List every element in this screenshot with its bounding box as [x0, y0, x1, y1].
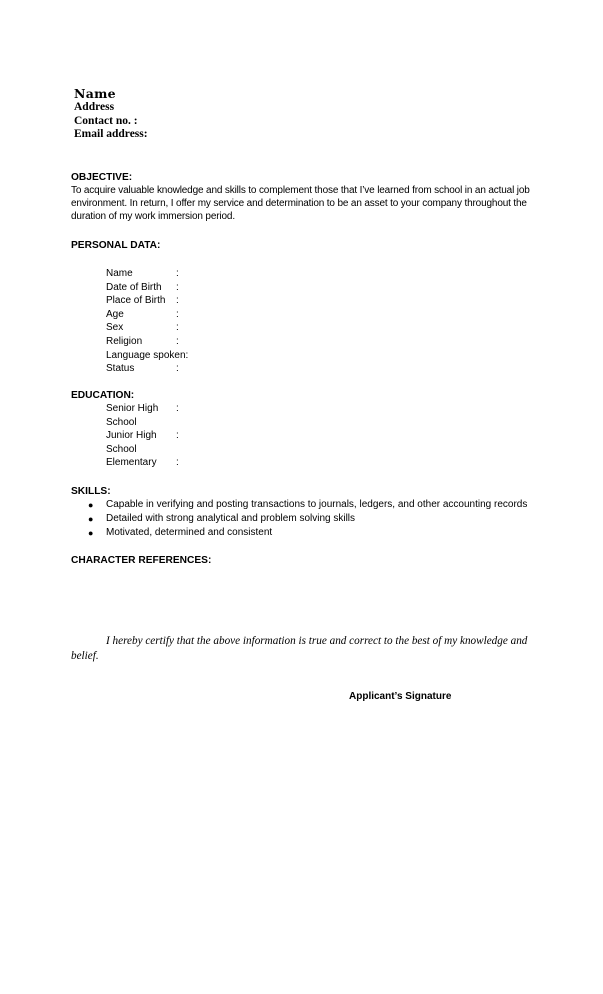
education-level-label: Junior High School	[106, 430, 157, 455]
personal-data-row-status	[106, 362, 188, 376]
personal-data-row-sex	[106, 321, 188, 335]
field-separator: :	[176, 335, 179, 347]
field-separator: :	[176, 363, 179, 375]
field-label: Status	[106, 363, 135, 375]
personal-data-row-place-of-birth	[106, 294, 188, 308]
field-separator: :	[176, 457, 179, 469]
field-label: Sex	[106, 322, 124, 334]
education-row-elementary	[106, 456, 179, 470]
objective-heading: OBJECTIVE:	[71, 172, 133, 183]
bullet-icon: ●	[88, 528, 94, 538]
personal-data-heading: PERSONAL DATA:	[71, 240, 161, 251]
education-level-label: Elementary	[106, 457, 157, 469]
field-separator: :	[176, 281, 179, 293]
skills-heading: SKILLS:	[71, 486, 111, 497]
skills-list	[87, 498, 557, 540]
education-heading: EDUCATION:	[71, 390, 135, 401]
field-separator: :	[176, 403, 179, 414]
personal-data-list	[106, 267, 188, 376]
field-separator: :	[176, 268, 179, 279]
field-label: Date of Birth	[106, 281, 162, 293]
education-row-junior-high	[106, 429, 179, 456]
personal-data-row-age	[106, 308, 188, 322]
objective-text: To acquire valuable knowledge and skills to complement those that I’ve learned from school in an actual job environment. In return, I offer my service and determination to be an asset to your company throughout the duration of my work immersion period.	[71, 185, 530, 223]
skill-text: Capable in verifying and posting transactions to journals, ledgers, and other accounting records	[106, 499, 528, 510]
applicant-name: Name	[74, 86, 116, 101]
list-item	[87, 526, 557, 540]
education-level-label: Senior High School	[106, 403, 159, 428]
character-references-heading: CHARACTER REFERENCES:	[71, 555, 212, 566]
personal-data-row-religion	[106, 335, 188, 349]
personal-data-row-language-spoken	[106, 349, 188, 363]
skill-text: Motivated, determined and consistent	[106, 527, 273, 538]
skill-text: Detailed with strong analytical and problem solving skills	[106, 513, 356, 524]
field-separator: :	[176, 295, 179, 307]
applicant-signature-label: Applicant’s Signature	[349, 691, 452, 702]
personal-data-row-date-of-birth	[106, 281, 188, 295]
field-separator: :	[176, 322, 179, 334]
address-line: Address	[74, 101, 115, 113]
bullet-icon: ●	[88, 500, 94, 510]
list-item	[87, 498, 557, 512]
field-label: Name	[106, 268, 133, 279]
field-label: Place of Birth	[106, 295, 166, 307]
bullet-icon: ●	[88, 514, 94, 524]
field-label: Religion	[106, 335, 143, 347]
field-separator: :	[176, 308, 179, 320]
personal-data-row-name	[106, 267, 188, 281]
contact-number-line: Contact no. :	[74, 114, 138, 127]
contact-header	[74, 87, 148, 142]
field-separator: :	[176, 430, 179, 442]
list-item	[87, 512, 557, 526]
certification-statement: I hereby certify that the above information is true and correct to the best of my knowledge and belief.	[71, 635, 528, 662]
education-row-senior-high	[106, 402, 179, 429]
education-list	[106, 402, 179, 470]
email-address-line: Email address:	[74, 128, 148, 140]
field-label: Age	[106, 308, 124, 320]
field-label: Language spoken:	[106, 349, 189, 361]
